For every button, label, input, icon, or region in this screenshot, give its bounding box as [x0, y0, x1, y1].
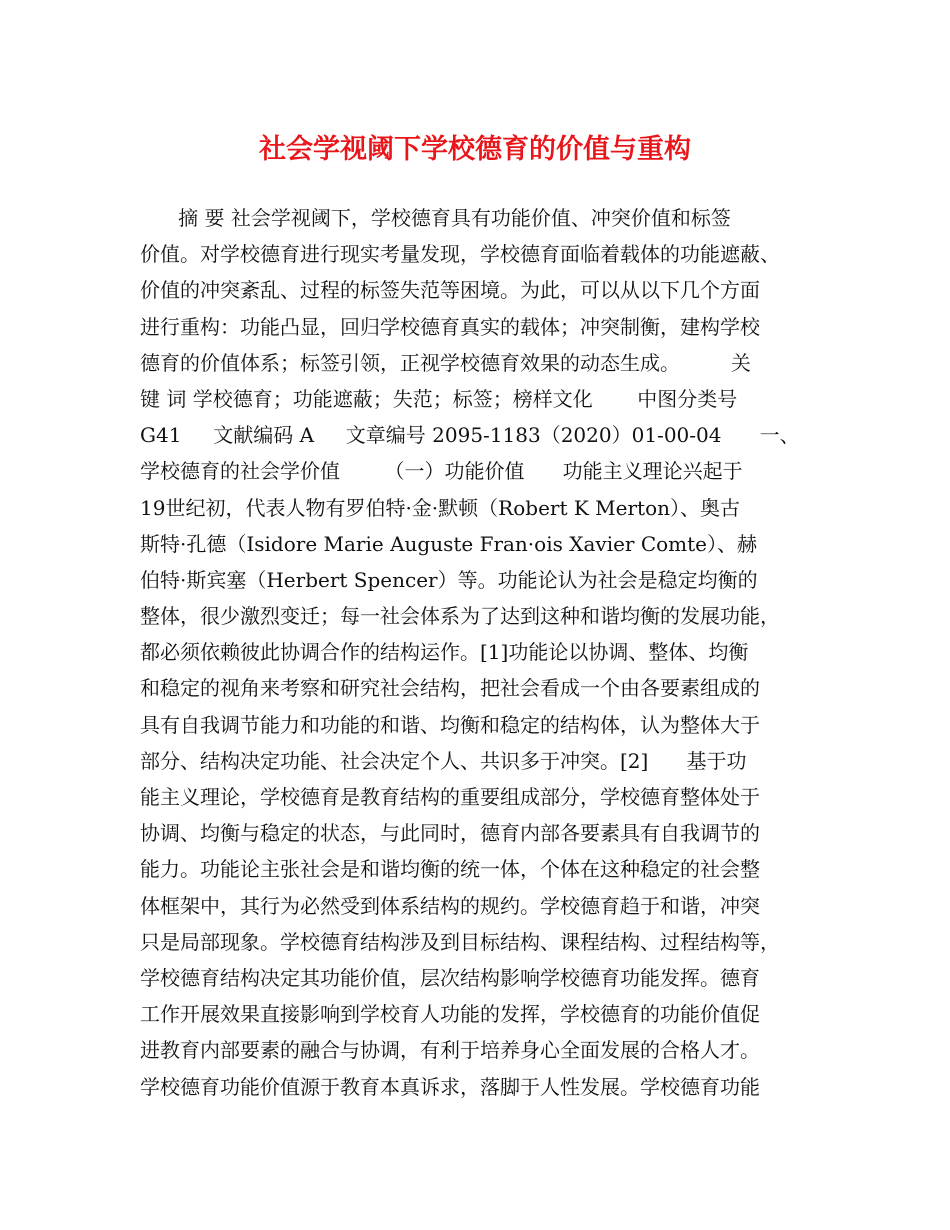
- body-line: 整体，很少激烈变迁；每一社会体系为了达到这种和谐均衡的发展功能，: [140, 604, 780, 629]
- body-line: 能主义理论，学校德育是教育结构的重要组成部分，学校德育整体处于: [140, 785, 760, 809]
- body-line: 摘 要 社会学视阈下，学校德育具有功能价值、冲突价值和标签: [140, 206, 731, 230]
- document-title: 社会学视阈下学校德育的价值与重构: [259, 134, 691, 165]
- document-body: [140, 200, 820, 1105]
- body-line: 价值。对学校德育进行现实考量发现，学校德育面临着载体的功能遮蔽、: [140, 242, 780, 267]
- body-line: 能力。功能论主张社会是和谐均衡的统一体，个体在这种稳定的社会整: [140, 857, 760, 882]
- body-line: 19世纪初，代表人物有罗伯特·金·默顿（Robert K Merton）、奥古: [140, 495, 740, 520]
- body-line: G41 文献编码 A 文章编号 2095-1183（2020）01-00-04 一、: [140, 423, 800, 448]
- body-line: 学校德育功能价值源于教育本真诉求，落脚于人性发展。学校德育功能: [140, 1074, 760, 1099]
- body-line: 和稳定的视角来考察和研究社会结构，把社会看成一个由各要素组成的: [140, 676, 760, 701]
- body-line: 价值的冲突紊乱、过程的标签失范等困境。为此，可以从以下几个方面: [140, 278, 760, 303]
- body-line: 学校德育的社会学价值 （一）功能价值 功能主义理论兴起于: [140, 459, 743, 484]
- body-line: 协调、均衡与稳定的状态，与此同时，德育内部各要素具有自我调节的: [140, 821, 760, 846]
- body-line: 体框架中，其行为必然受到体系结构的规约。学校德育趋于和谐，冲突: [140, 893, 760, 918]
- body-line: 德育的价值体系；标签引领，正视学校德育效果的动态生成。 关: [140, 350, 751, 375]
- body-line: 工作开展效果直接影响到学校育人功能的发挥，学校德育的功能价值促: [140, 1002, 760, 1027]
- body-line: 进教育内部要素的融合与协调，有利于培养身心全面发展的合格人才。: [140, 1038, 760, 1063]
- body-line: 键 词 学校德育；功能遮蔽；失范；标签；榜样文化 中图分类号: [140, 386, 738, 411]
- body-line: 部分、结构决定功能、社会决定个人、共识多于冲突。[2] 基于功: [140, 748, 747, 773]
- body-line: 具有自我调节能力和功能的和谐、均衡和稳定的结构体，认为整体大于: [140, 712, 760, 737]
- body-line: 只是局部现象。学校德育结构涉及到目标结构、课程结构、过程结构等，: [140, 929, 780, 954]
- body-line: 伯特·斯宾塞（Herbert Spencer）等。功能论认为社会是稳定均衡的: [140, 567, 758, 592]
- body-line: 斯特·孔德（Isidore Marie Auguste Fran·ois Xavier Comte）、赫: [140, 531, 758, 556]
- body-line: 学校德育结构决定其功能价值，层次结构影响学校德育功能发挥。德育: [140, 965, 760, 990]
- body-line: 进行重构：功能凸显，回归学校德育真实的载体；冲突制衡，建构学校: [140, 314, 760, 339]
- body-line: 都必须依赖彼此协调合作的结构运作。[1]功能论以协调、整体、均衡: [140, 640, 749, 665]
